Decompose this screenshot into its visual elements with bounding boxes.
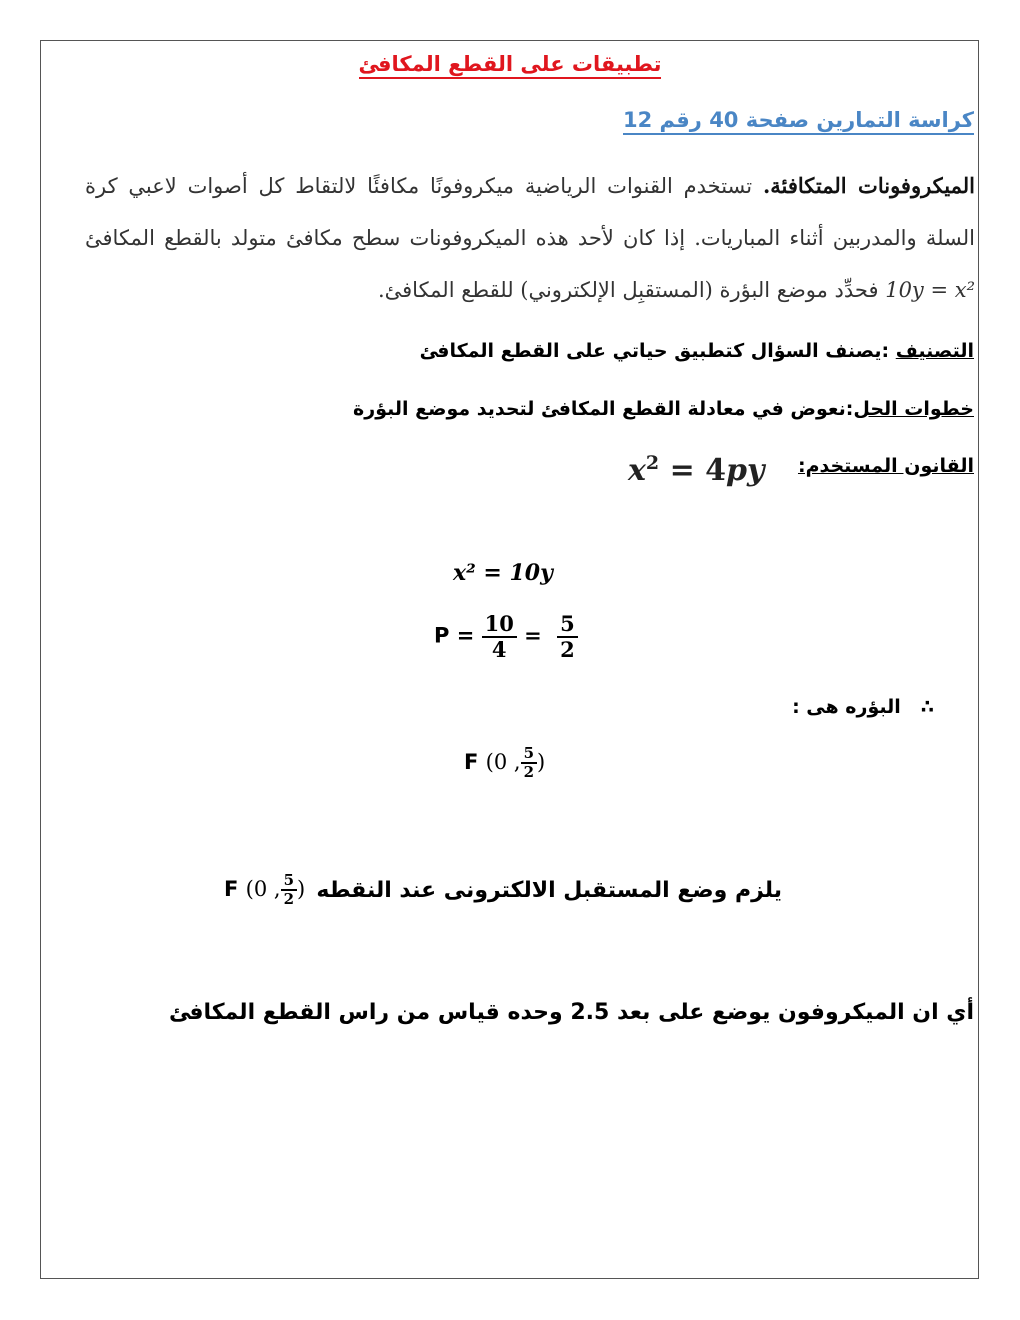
steps-text: :نعوض في معادلة القطع المكافئ لتحديد موضع البؤرة bbox=[353, 398, 854, 420]
law-formula: $x^2 = 4py$ bbox=[628, 452, 765, 488]
focus-label-line bbox=[792, 696, 934, 718]
equation-substituted: x² = 10y bbox=[453, 560, 553, 586]
problem-lead: الميكروفونات المتكافئة. bbox=[762, 173, 975, 198]
conclusion-text: يلزم وضع المستقبل الالكترونى عند النقطه bbox=[316, 878, 782, 903]
focus-point: F (0 , $\frac{5}{2}$ ) bbox=[464, 744, 546, 782]
solution-steps-line bbox=[353, 398, 974, 420]
classification-label: التصنيف bbox=[895, 340, 974, 362]
p-calculation: P = $\frac{10}{4}$ = $\frac{5}{2}$ bbox=[434, 612, 578, 662]
page-title: تطبيقات على القطع المكافئ bbox=[0, 52, 1020, 76]
problem-tail: فحدِّد موضع البؤرة (المستقبِل الإلكتروني) للقطع المكافئ. bbox=[377, 278, 886, 302]
classification-text: :يصنف السؤال كتطبيق حياتي على القطع المكافئ bbox=[419, 340, 896, 362]
law-label: القانون المستخدم: bbox=[797, 455, 974, 477]
p-fraction-1: $\frac{10}{4}$ bbox=[482, 612, 517, 662]
conclusion-fraction: $\frac{5}{2}$ bbox=[281, 872, 297, 909]
exercise-reference: كراسة التمارين صفحة 40 رقم 12 bbox=[623, 108, 974, 132]
p-fraction-2: $\frac{5}{2}$ bbox=[557, 612, 578, 662]
law-label-line bbox=[798, 455, 974, 477]
therefore-symbol: ∴ bbox=[920, 696, 934, 718]
classification-line bbox=[420, 340, 974, 362]
problem-statement bbox=[85, 160, 975, 316]
problem-body: تستخدم القنوات الرياضية ميكروفونًا مكافئًا لالتقاط كل أصوات لاعبي كرة السلة والمدربين أثناء المباريات. إذا كان لأحد هذه الميكروفونات سطح مكافئ متولد بالقطع المكافئ bbox=[85, 174, 975, 250]
conclusion-point: F (0 , $\frac{5}{2}$ ) bbox=[224, 871, 306, 909]
focus-label: البؤره هى : bbox=[792, 696, 901, 718]
problem-equation: 10y = x² bbox=[885, 278, 975, 302]
steps-label: خطوات الحل bbox=[853, 398, 974, 420]
final-answer: أي ان الميكروفون يوضع على بعد 2.5 وحده قياس من راس القطع المكافئ bbox=[168, 1000, 974, 1025]
focus-fraction: $\frac{5}{2}$ bbox=[521, 745, 537, 782]
